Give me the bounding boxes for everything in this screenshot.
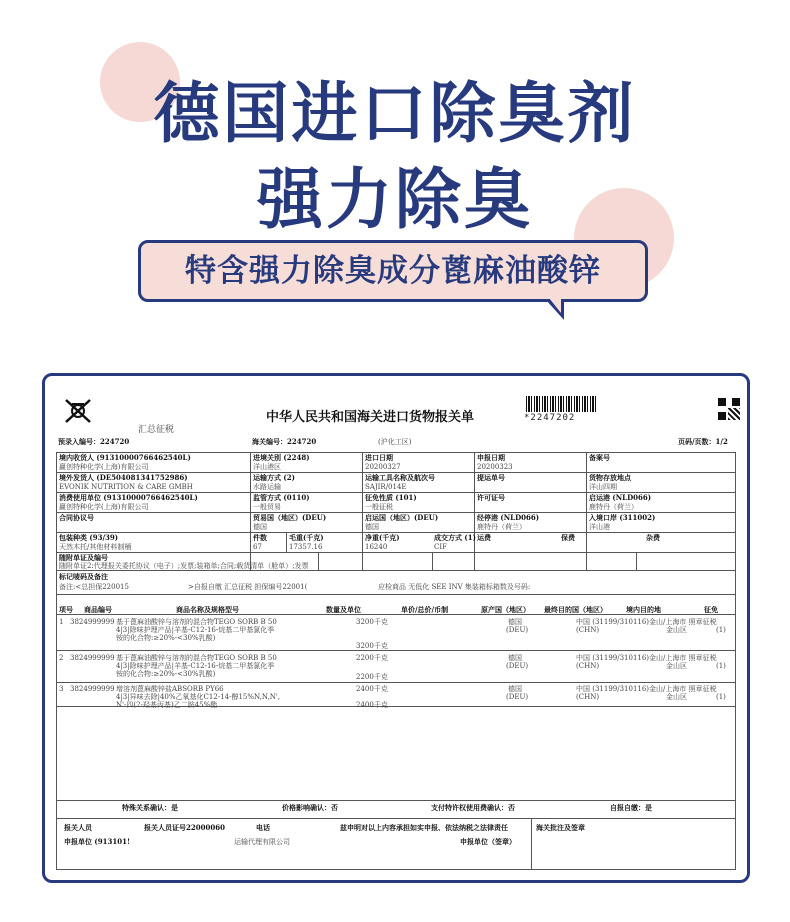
item-levy-code: (1) [716,693,726,701]
item-origin-code: (DEU) [506,693,529,701]
royalty: 支付特许权使用费确认：否 [431,803,515,812]
headline-line-2: 强力除臭 [257,161,533,238]
item-district: 金山区 [666,662,687,670]
levy-label: 征免性质 (101) [365,493,417,502]
insurance-label: 保费 [561,533,575,542]
origin-country-value: 德国 [365,523,379,531]
remarks-label: 标记唛码及备注 [59,572,108,581]
qr-code-icon [718,398,740,420]
via-port-label: 经停港 (NLD066) [477,513,540,522]
customs-declaration-form [56,386,736,870]
item-name-line3: N'-四(2-羟基丙基)乙二胺45%酯 [116,701,218,709]
port-note: (沪化工区) [378,438,412,446]
storage-label: 货物存放地点 [589,473,631,482]
customs-note: 海关批注及签章 [536,823,585,832]
remarks-value: 备注:<总担保220015 [59,583,129,591]
declare-unit-seal: 申报单位（签章） [460,837,516,846]
item-name-line1: 增溶剂蓖麻酸锌盐ABSORB PY66 [116,685,224,693]
net-weight-label: 净重(千克) [365,533,400,542]
price-impact: 价格影响确认：否 [282,803,338,812]
item-name-line3: 铵的化合物:≥20%-<30%乳酸) [116,670,216,678]
gross-weight-label: 毛重(千克) [289,533,324,542]
levy-value: 一般征税 [365,503,393,511]
shipper-value: EVONIK NUTRITION & CARE GMBH [59,483,193,491]
item-destination: 中国 (31199/310116)金山/上海市 照章征税 [576,685,717,693]
entry-port-label: 入境口岸 (311002) [589,513,656,522]
item-destination: 中国 (31199/310116)金山/上海市 照章征税 [576,618,717,626]
form-title: 中华人民共和国海关进口货物报关单 [266,410,475,425]
item-name-line1: 基于蓖麻油酸锌与溶剂的混合物TEGO SORB B 50 [116,654,277,662]
col-origin: 原产国（地区） [481,605,530,614]
freight-label: 运费 [477,533,491,542]
legal-statement: 兹申明对以上内容承担如实申报、依法纳税之法律责任 [340,823,508,832]
declare-date-label: 申报日期 [477,453,505,462]
attached-docs-label: 随附单证及编号 [59,553,108,562]
license-label: 许可证号 [477,493,505,502]
declare-date-value: 20200323 [477,463,513,471]
shipper-label: 境外发货人 (DE504081341752986) [59,473,188,482]
terms-value: CIF [434,543,447,551]
banner-tail-inner [549,298,561,313]
item-qty-legal: 3200千克 [356,642,388,650]
consignee-value: 赢创特种化学(上海)有限公司 [59,463,149,471]
item-origin: 德国 [508,654,522,662]
gross-weight-value: 17357.16 [289,543,323,551]
package-label: 包装种类 (93/39) [59,533,119,542]
col-quantity: 数量及单位 [326,605,361,614]
page-count: 页码/页数：1/2 [678,437,728,446]
item-qty: 2400千克 [356,685,388,693]
origin-country-label: 启运国（地区）(DEU) [365,513,439,522]
item-qty-legal: 2200千克 [356,673,388,681]
transport-label: 运输方式 (2) [253,473,295,482]
form-subtitle: 汇总征税 [138,425,175,435]
storage-value: 洋山四期 [589,483,617,491]
item-origin: 德国 [508,618,522,626]
item-name-line2: 4|3|除味护理产品|羊基-C12-16-烷基二甲基氯化季 [116,626,275,634]
item-destination: 中国 (31199/310116)金山/上海市 照章征税 [576,654,717,662]
entry-customs-label: 进境关别 (2248) [253,453,310,462]
item-code: 3824999999 [70,685,115,693]
entry-port-value: 洋山港 [589,523,610,531]
col-destination: 最终目的国（地区） [544,605,607,614]
declarer-label: 报关人员 [64,823,92,832]
barcode-number: *2247202 [524,413,576,423]
item-levy-code: (1) [716,626,726,634]
feature-banner [138,240,648,302]
item-no: 1 [59,618,64,626]
remarks-inspection: 应检商品 无低化 SEE INV 集装箱标箱数及号码: [378,583,531,591]
headline-line-1: 德国进口除臭剂 [153,75,637,152]
supervision-label: 监管方式 (0110) [253,493,310,502]
vessel-label: 运输工具名称及航次号 [365,473,435,482]
phone-label: 电话 [256,823,270,832]
terms-label: 成交方式 (1) [434,533,476,542]
import-date-label: 进口日期 [365,453,393,462]
self-declare: 自报自缴：是 [610,803,652,812]
item-name-line2: 4|3|除味护理产品|羊基-C12-16-烷基二甲基氯化季 [116,662,275,670]
user-unit-label: 消费使用单位 (91310000766462540L) [59,493,198,502]
vessel-value: SAJIR/014E [365,483,407,491]
via-port-value: 鹿特丹（荷兰） [477,523,526,531]
pieces-label: 件数 [253,533,267,542]
consignee-label: 境内收货人 (91310000766462540L) [59,453,191,462]
item-levy-code: (1) [716,662,726,670]
item-name-line1: 基于蓖麻油酸锌与溶剂的混合物TEGO SORB B 50 [116,618,277,626]
net-weight-value: 16240 [365,543,388,551]
pieces-value: 67 [253,543,262,551]
declare-unit-value: 运输代理有限公司 [234,838,290,846]
item-origin-code: (DEU) [506,662,529,670]
supervision-value: 一般贸易 [253,503,281,511]
item-no: 3 [59,685,64,693]
attached-docs-value: 随附单证2:代理报关委托协议（电子）;发票;装箱单;合同;载货清单（舱单）;发票 [59,562,309,570]
customs-no: 海关编号：224720 [252,437,317,446]
col-item-no: 项号 [59,605,73,614]
entry-customs-value: 洋山港区 [253,463,281,471]
item-name-line2: 4|3|异味去除|40%乙氧基化C12-14-醇15%N,N,N', [116,693,281,701]
misc-fee-label: 杂费 [646,533,660,542]
item-origin: 德国 [508,685,522,693]
col-hs-code: 商品编号 [84,605,112,614]
item-name-line3: 铵的化合物:≥20%-<30%乳酸) [116,634,216,642]
special-relation: 特殊关系确认：是 [122,803,178,812]
declare-unit-label: 申报单位 (913101! [64,837,131,846]
col-price: 单价/总价/币制 [401,605,449,614]
item-qty: 3200千克 [356,618,388,626]
trade-country-value: 德国 [253,523,267,531]
item-destination-code: (CHN) [576,626,600,634]
import-date-value: 20200327 [365,463,401,471]
feature-banner-text: 特含强力除臭成分蓖麻油酸锌 [185,253,601,289]
start-port-value: 鹿特丹（荷兰） [589,503,638,511]
trade-country-label: 贸易国（地区）(DEU) [253,513,327,522]
item-code: 3824999999 [70,618,115,626]
customs-emblem-icon [62,396,94,426]
col-levy: 征免 [704,605,718,614]
item-district: 金山区 [666,693,687,701]
pre-entry-no: 预录入编号：224720 [58,437,130,446]
item-destination-code: (CHN) [576,693,600,701]
record-no-label: 备案号 [589,453,610,462]
bill-no-label: 提运单号 [477,473,505,482]
start-port-label: 启运港 (NLD066) [589,493,652,502]
item-district: 金山区 [666,626,687,634]
item-origin-code: (DEU) [506,626,529,634]
col-product-name: 商品名称及规格型号 [176,605,239,614]
item-code: 3824999999 [70,654,115,662]
contract-label: 合同协议号 [59,513,94,522]
barcode [526,396,598,412]
transport-value: 水路运输 [253,483,281,491]
item-no: 2 [59,654,64,662]
item-qty-legal: 2400千克 [356,701,388,709]
user-unit-value: 赢创特种化学(上海)有限公司 [59,503,149,511]
declarer-no: 报关人员证号22000060 [144,823,225,832]
item-destination-code: (CHN) [576,662,600,670]
remarks-guarantee: >自报自缴 汇总征税 担保编号22001( [188,583,308,591]
item-qty: 2200千克 [356,654,388,662]
col-domestic-dest: 境内目的地 [626,605,661,614]
package-value: 天然木托/其他材料制桶 [59,543,132,551]
